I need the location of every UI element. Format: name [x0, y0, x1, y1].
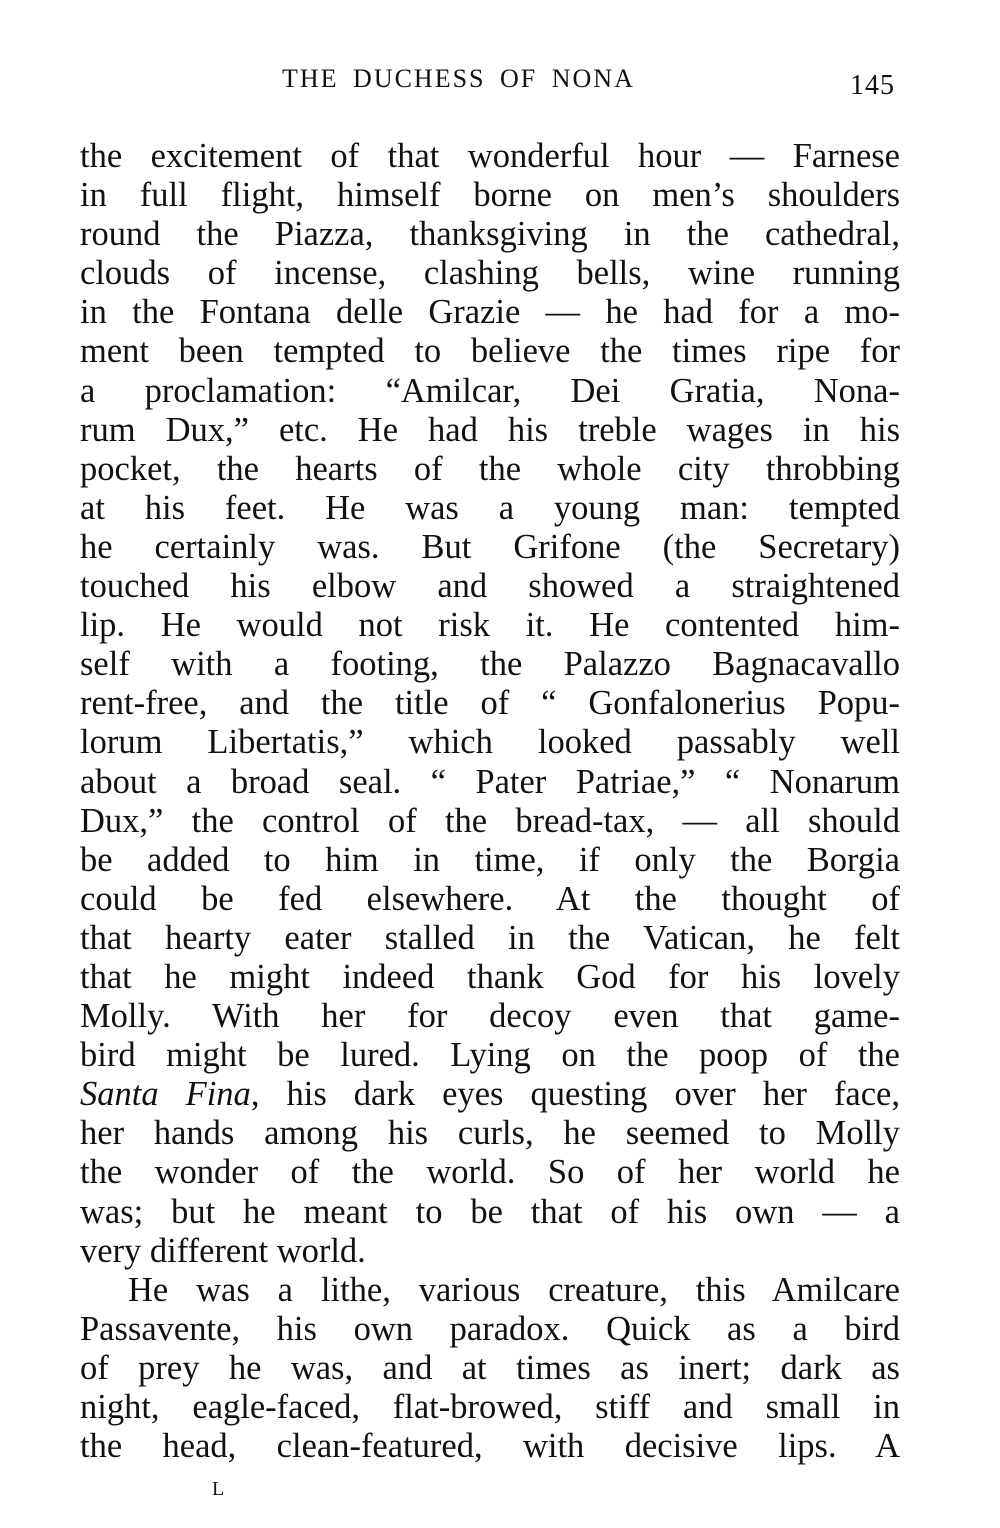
text-line: bird might be lured. Lying on the poop of the — [80, 1036, 900, 1075]
text-line: rum Dux,” etc. He had his treble wages in his — [80, 410, 900, 449]
text-line: he certainly was. But Grifone (the Secretary) — [80, 527, 900, 566]
text-line-with-italic: Santa Fina, his dark eyes questing over her face, — [80, 1075, 900, 1114]
text-line: her hands among his curls, he seemed to Molly — [80, 1114, 900, 1153]
text-line: rent-free, and the title of “ Gonfalonerius Popu- — [80, 684, 900, 723]
text-line: lorum Libertatis,” which looked passably well — [80, 723, 900, 762]
text-line: in the Fontana delle Grazie — he had for a mo- — [80, 293, 900, 332]
text-line: clouds of incense, clashing bells, wine running — [80, 254, 900, 293]
text-line: ment been tempted to believe the times ripe for — [80, 332, 900, 371]
text-line: be added to him in time, if only the Borgia — [80, 840, 900, 879]
text-line: a proclamation: “Amilcar, Dei Gratia, Nona- — [80, 371, 900, 410]
text-line: was; but he meant to be that of his own — a — [80, 1192, 900, 1231]
text-line: Molly. With her for decoy even that game- — [80, 997, 900, 1036]
text-line: He was a lithe, various creature, this Amilcare — [128, 1270, 900, 1309]
running-title: THE DUCHESS OF NONA — [282, 64, 635, 93]
text-line: round the Piazza, thanksgiving in the cathedral, — [80, 215, 900, 254]
text-line: at his feet. He was a young man: tempted — [80, 488, 900, 527]
text-line: pocket, the hearts of the whole city throbbing — [80, 449, 900, 488]
text-line: very different world. — [80, 1231, 366, 1270]
ship-name-italic: Santa Fina — [80, 1075, 251, 1114]
text-line: could be fed elsewhere. At the thought of — [80, 879, 900, 918]
running-head — [0, 64, 1000, 104]
text-line: touched his elbow and showed a straightened — [80, 567, 900, 606]
page-number: 145 — [850, 70, 895, 101]
signature-mark: L — [212, 1478, 226, 1500]
text-line: that hearty eater stalled in the Vatican, he felt — [80, 918, 900, 957]
text-line: of prey he was, and at times as inert; dark as — [80, 1348, 900, 1387]
text-line: that he might indeed thank God for his lovely — [80, 957, 900, 996]
text-line: in full flight, himself borne on men’s shoulders — [80, 176, 900, 215]
text-line: the wonder of the world. So of her world he — [80, 1153, 900, 1192]
body-text — [80, 137, 900, 1466]
text-line: night, eagle-faced, flat-browed, stiff and small in — [80, 1388, 900, 1426]
text-line: self with a footing, the Palazzo Bagnacavallo — [80, 645, 900, 684]
text-line: about a broad seal. “ Pater Patriae,” “ Nonarum — [80, 762, 900, 801]
text-line: Dux,” the control of the bread-tax, — all should — [80, 801, 900, 840]
text-line: the head, clean-featured, with decisive lips. A — [80, 1427, 900, 1466]
text-line: lip. He would not risk it. He contented him- — [80, 606, 900, 645]
text-line: the excitement of that wonderful hour — Farnese — [80, 137, 900, 175]
text-line: Passavente, his own paradox. Quick as a bird — [80, 1309, 900, 1348]
